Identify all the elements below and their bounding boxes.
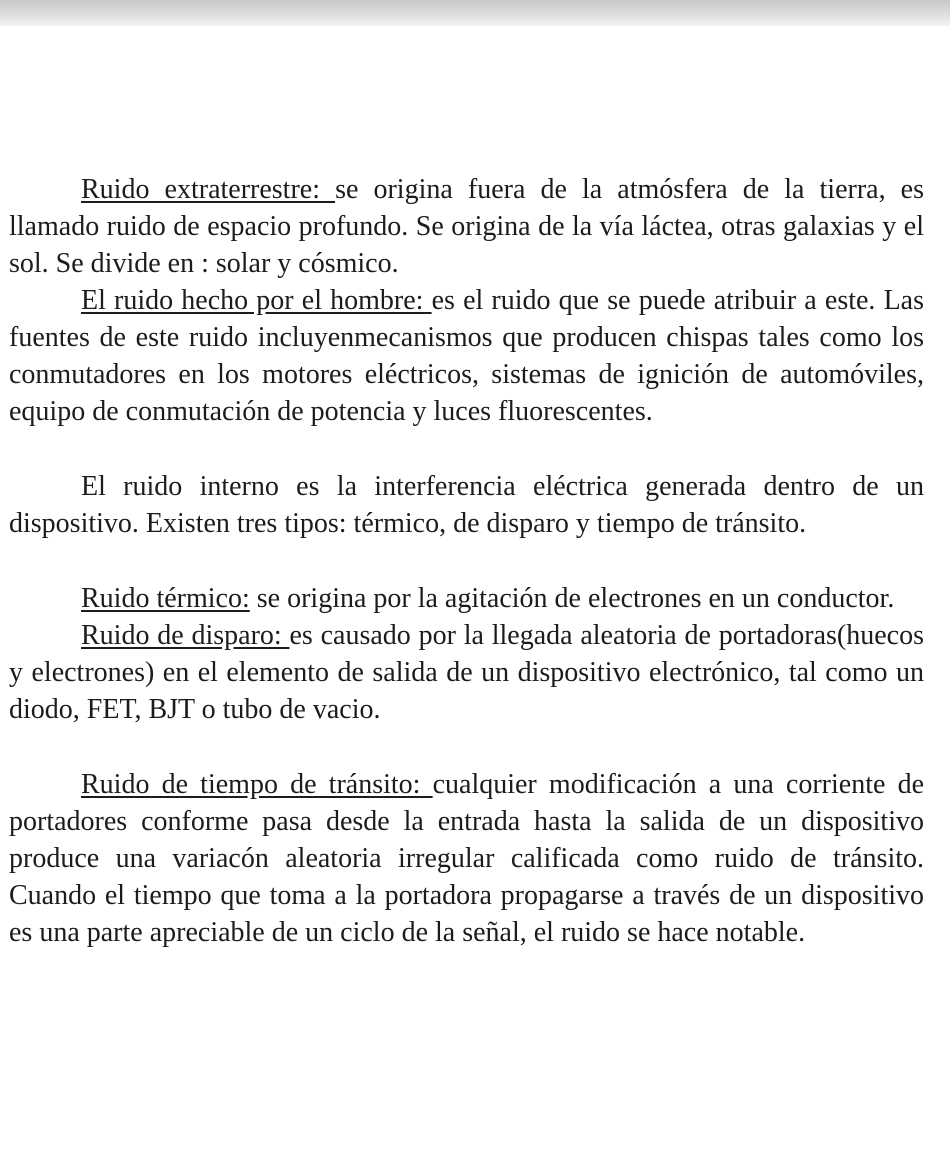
paragraph-transit-time-noise <box>9 766 924 951</box>
definition-transit-time-noise: cualquier modificación a una corriente de portadores conforme pasa desde la entrada hasta la salida de un dispositivo produce una variacón aleatoria irregular calificada como ruido de tránsito. Cuando el tiempo que toma a la portadora propagarse a través de un dispositivo es una parte apreciable de un ciclo de la señal, el ruido se hace notable. <box>9 769 924 948</box>
term-shot-noise: Ruido de disparo: <box>81 620 290 651</box>
term-thermal-noise: Ruido térmico: <box>81 583 250 614</box>
definition-thermal-noise: se origina por la agitación de electrones en un conductor. <box>249 583 895 614</box>
scan-edge-band <box>0 0 950 26</box>
definition-shot-noise: es causado por la llegada aleatoria de portadoras(huecos y electrones) en el elemento de salida de un dispositivo electrónico, tal como un diodo, FET, BJT o tubo de vacio. <box>9 620 924 725</box>
term-extraterrestrial-noise: Ruido extraterrestre: <box>81 174 336 205</box>
paragraph-internal-noise <box>9 468 924 542</box>
paragraph-shot-noise <box>9 617 924 728</box>
definition-man-made-noise: es el ruido que se puede atribuir a este. Las fuentes de este ruido incluyenmecanismos que producen chispas tales como los conmutadores en los motores eléctricos, sistemas de ignición de automóviles, equipo de conmutación de potencia y luces fluorescentes. <box>9 285 924 427</box>
definition-extraterrestrial-noise: se origina fuera de la atmósfera de la tierra, es llamado ruido de espacio profundo. Se origina de la vía láctea, otras galaxias y el sol. Se divide en : solar y cósmico. <box>9 174 925 279</box>
paragraph-man-made-noise <box>9 282 924 430</box>
definition-internal-noise: El ruido interno es la interferencia eléctrica generada dentro de un dispositivo. Existen tres tipos: térmico, de disparo y tiempo de tránsito. <box>9 471 924 539</box>
document-body <box>9 171 924 951</box>
term-man-made-noise: El ruido hecho por el hombre: <box>81 285 432 316</box>
paragraph-thermal-noise <box>9 580 924 617</box>
paragraph-extraterrestrial-noise <box>9 171 924 282</box>
term-transit-time-noise: Ruido de tiempo de tránsito: <box>81 769 433 800</box>
